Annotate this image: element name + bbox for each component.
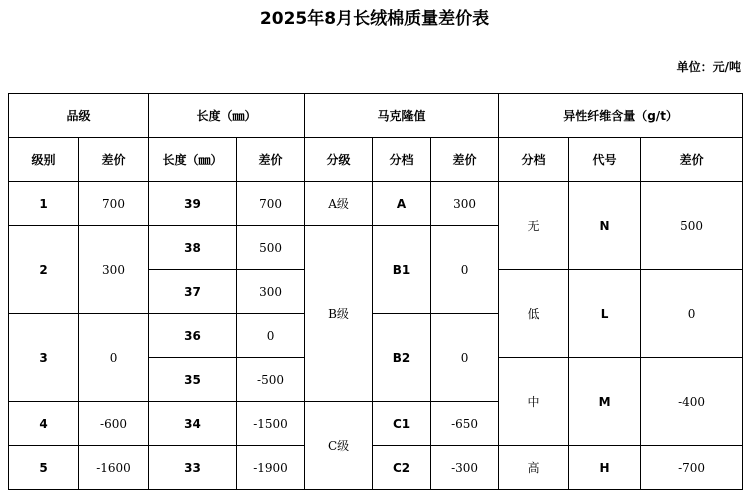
mic-diff-cell: -650 [431,402,499,446]
length-diff-cell: -1500 [237,402,305,446]
length-value-cell: 35 [149,358,237,402]
grade-level-cell: 1 [9,182,79,226]
length-diff-header: 差价 [237,138,305,182]
grade-level-cell: 4 [9,402,79,446]
length-value-cell: 33 [149,446,237,490]
ff-code-header: 代号 [569,138,641,182]
subheader-row [9,138,743,182]
grade-level-cell: 2 [9,226,79,314]
ff-code-cell: M [569,358,641,446]
ff-diff-cell: -400 [641,358,743,446]
grade-diff-header: 差价 [79,138,149,182]
mic-diff-cell: -300 [431,446,499,490]
mic-class-cell: C级 [305,402,373,490]
mic-class-header: 分级 [305,138,373,182]
mic-gear-cell: C2 [373,446,431,490]
ff-diff-cell: 0 [641,270,743,358]
length-value-cell: 36 [149,314,237,358]
foreign-fiber-group-header: 异性纤维含量（g/t） [499,94,743,138]
length-diff-cell: -500 [237,358,305,402]
ff-code-cell: H [569,446,641,490]
ff-code-cell: N [569,182,641,270]
grade-level-header: 级别 [9,138,79,182]
length-diff-cell: 700 [237,182,305,226]
length-value-cell: 39 [149,182,237,226]
table-row [9,446,743,490]
ff-gear-cell: 低 [499,270,569,358]
length-diff-cell: 0 [237,314,305,358]
ff-code-cell: L [569,270,641,358]
mic-diff-cell: 300 [431,182,499,226]
mic-gear-cell: B1 [373,226,431,314]
price-difference-table [8,93,743,490]
ff-gear-cell: 无 [499,182,569,270]
group-header-row [9,94,743,138]
mic-diff-header: 差价 [431,138,499,182]
length-diff-cell: 500 [237,226,305,270]
grade-diff-cell: 0 [79,314,149,402]
grade-level-cell: 5 [9,446,79,490]
mic-diff-cell: 0 [431,314,499,402]
grade-level-cell: 3 [9,314,79,402]
mic-gear-cell: A [373,182,431,226]
mic-gear-cell: B2 [373,314,431,402]
length-diff-cell: 300 [237,270,305,314]
mic-gear-header: 分档 [373,138,431,182]
ff-gear-cell: 高 [499,446,569,490]
grade-diff-cell: 700 [79,182,149,226]
grade-diff-cell: -600 [79,402,149,446]
length-value-cell: 38 [149,226,237,270]
ff-diff-cell: -700 [641,446,743,490]
length-value-cell: 34 [149,402,237,446]
length-diff-cell: -1900 [237,446,305,490]
micronaire-group-header: 马克隆值 [305,94,499,138]
table-row [9,182,743,226]
page-title: 2025年8月长绒棉质量差价表 [259,9,490,29]
mic-class-cell: A级 [305,182,373,226]
ff-gear-header: 分档 [499,138,569,182]
length-value-header: 长度（㎜） [149,138,237,182]
ff-gear-cell: 中 [499,358,569,446]
mic-class-cell: B级 [305,226,373,402]
grade-diff-cell: -1600 [79,446,149,490]
ff-diff-cell: 500 [641,182,743,270]
length-group-header: 长度（㎜） [149,94,305,138]
length-value-cell: 37 [149,270,237,314]
unit-label: 单位：元/吨 [676,60,741,74]
grade-group-header: 品级 [9,94,149,138]
mic-diff-cell: 0 [431,226,499,314]
grade-diff-cell: 300 [79,226,149,314]
ff-diff-header: 差价 [641,138,743,182]
mic-gear-cell: C1 [373,402,431,446]
